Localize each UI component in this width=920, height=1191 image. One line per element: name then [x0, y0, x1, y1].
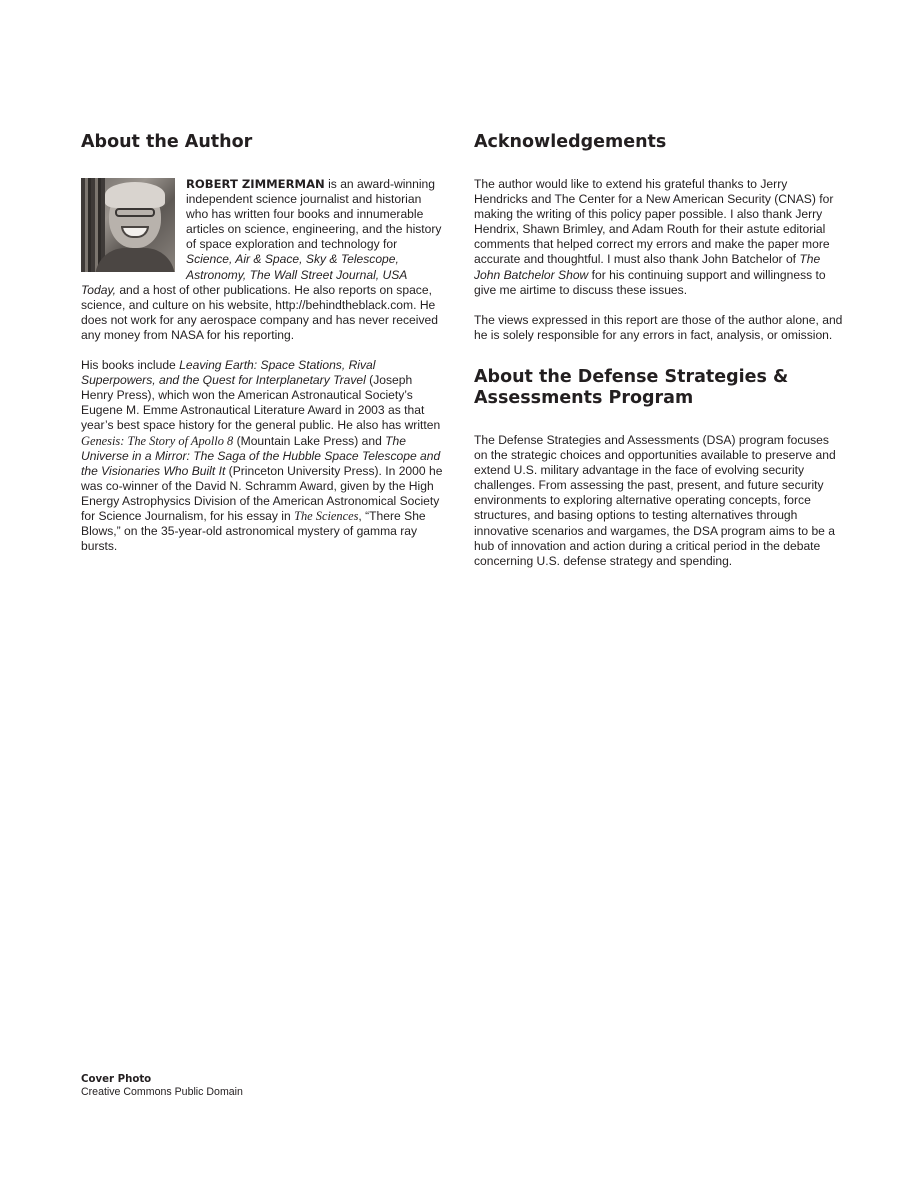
magazine-title: The Sciences — [294, 508, 359, 523]
publications-list: Science, Air & Space, Sky & Telescope, Astronomy, The Wall Street Journal, USA Today, — [81, 252, 407, 297]
book-title-leaving-earth: Leaving Earth: Space Stations, Rival Superpowers, and the Quest for Interplanetary Travel — [81, 358, 376, 388]
show-title: The John Batchelor Show — [474, 252, 821, 282]
about-author-column — [81, 132, 443, 554]
disclaimer-paragraph: The views expressed in this report are those of the author alone, and he is solely responsible for any errors in fact, analysis, or omission. — [474, 312, 843, 342]
acknowledgements-paragraph: The author would like to extend his grateful thanks to Jerry Hendricks and The Center for a New American Security (CNAS) for making the writing of this policy paper possible. I also thank Jerry Hendrix, Shawn Brimley, and Adam Routh for their astute editorial comments that helped correct my errors and make the paper more accurate and thoughtful. I must also thank John Batchelor of The John Batchelor Show for his continuing support and willingness to give me airtime to discuss these issues. — [474, 177, 834, 297]
cover-photo-value: Creative Commons Public Domain — [81, 1086, 243, 1098]
author-name: ROBERT ZIMMERMAN — [186, 177, 325, 191]
cover-photo-credit — [81, 1073, 381, 1099]
cover-photo-label: Cover Photo — [81, 1074, 152, 1085]
book-title-universe-in-a-mirror: The Universe in a Mirror: The Saga of the Hubble Space Telescope and the Visionaries Who Built It — [81, 433, 441, 478]
author-bio-paragraph: ROBERT ZIMMERMAN is an award-winning independent science journalist and historian who has written four books and innumerable articles on science, engineering, and the history of space exploration and technology for Science, Air & Space, Sky & Telescope, Astronomy, The Wall Street Journal, USA Today, and a host of other publications. He also reports on space, science, and culture on his website, http://behindtheblack.com. He does not work for any aerospace company and has never received any money from NASA for his reporting. — [81, 177, 442, 342]
author-photo — [81, 178, 175, 272]
dsa-heading: About the Defense Strategies & Assessments Program — [474, 366, 789, 408]
dsa-paragraph: The Defense Strategies and Assessments (DSA) program focuses on the strategic choices and opportunities available to preserve and extend U.S. military advantage in the face of evolving security challenges. From assessing the past, present, and future security environments to exploring alternative operating concepts, force structures, and basing options to testing alternatives through innovative scenarios and wargames, the DSA program aims to be a hub of innovation and action during a critical period in the debate concerning U.S. defense strategy and spending. — [474, 432, 836, 568]
book-title-genesis: Genesis: The Story of Apollo 8 — [81, 433, 234, 448]
right-column — [474, 132, 844, 569]
acknowledgements-heading: Acknowledgements — [474, 132, 667, 152]
author-books-paragraph: His books include Leaving Earth: Space Stations, Rival Superpowers, and the Quest for Interplanetary Travel (Joseph Henry Press), which won the American Astronautical Society’s Eugene M. Emme Astronautical Literature Award in 2003 as that year’s best space history for the general public. He also has written Genesis: The Story of Apollo 8 (Mountain Lake Press) and The Universe in a Mirror: The Saga of the Hubble Space Telescope and the Visionaries Who Built It (Princeton University Press). In 2000 he was co-winner of the David N. Schramm Award, given by the High Energy Astrophysics Division of the American Astronomical Society for Science Journalism, for his essay in The Sciences, “There She Blows,” on the 35-year-old astronomical mystery of gamma ray bursts. — [81, 358, 443, 554]
about-author-heading: About the Author — [81, 132, 253, 152]
